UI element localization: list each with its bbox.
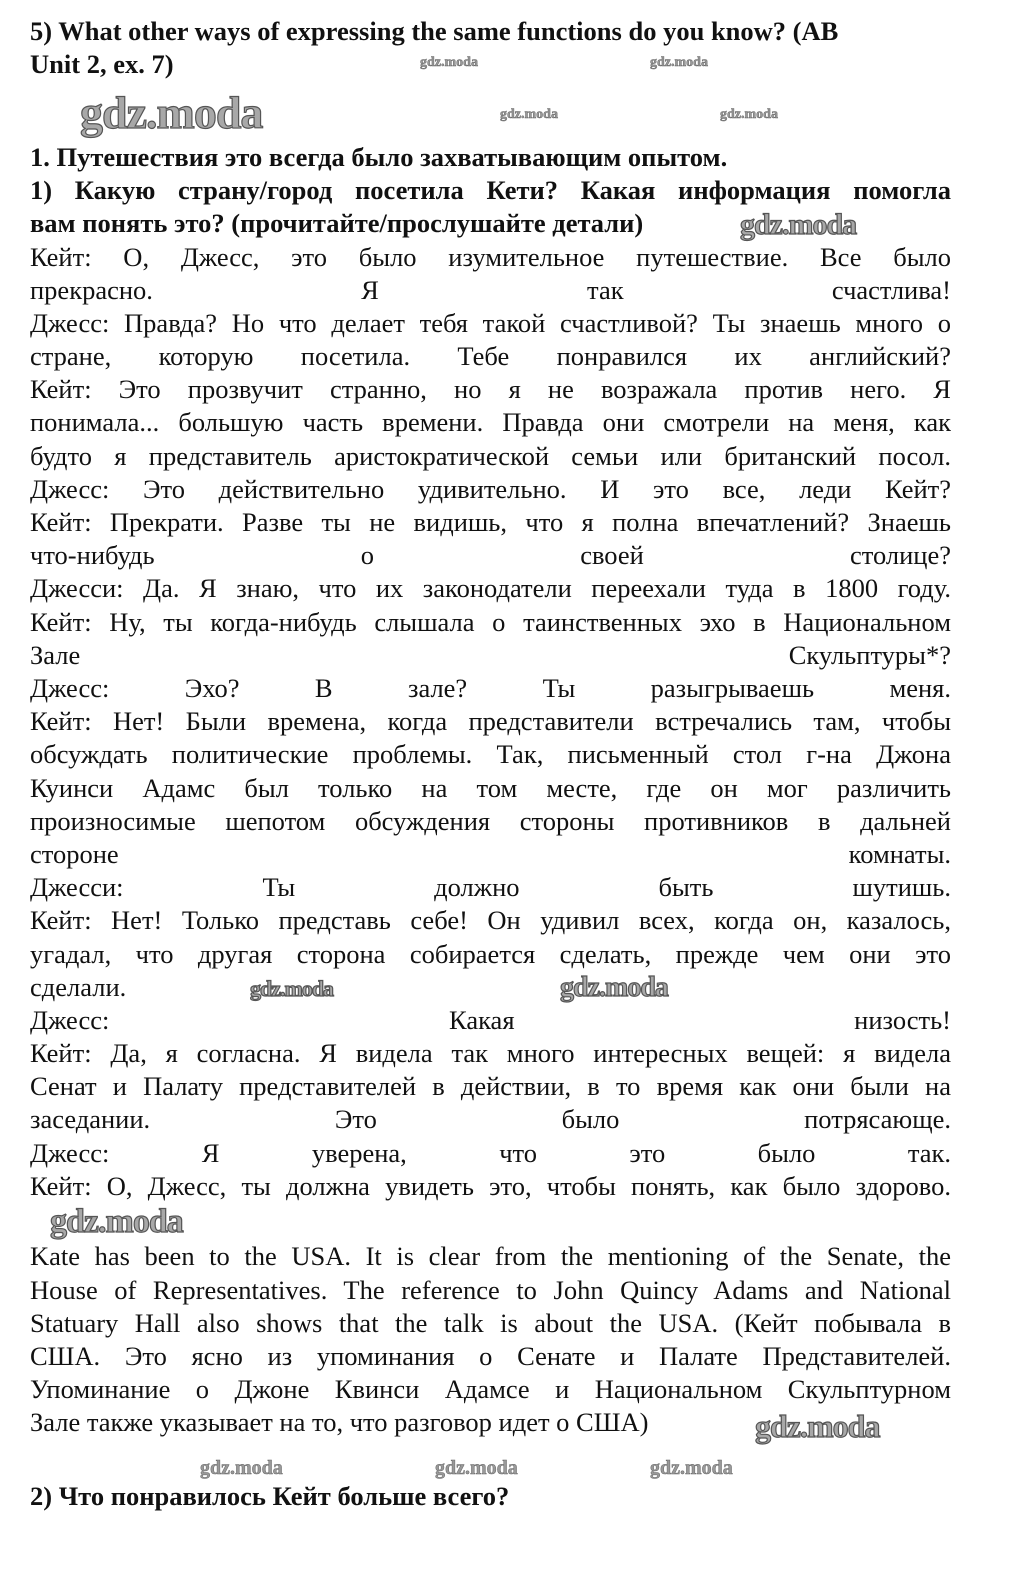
text-line: Джесс: Эхо? В зале? Ты разыгрываешь меня. xyxy=(30,673,951,703)
watermark-logo: gdz.moda xyxy=(720,107,778,122)
heading-line: 2) Что понравилось Кейт больше всего? xyxy=(30,1481,510,1511)
watermark-logo: gdz.moda xyxy=(560,972,668,1003)
text-line: Кейт: О, Джесс, ты должна увидеть это, чтобы понять, как было здорово. xyxy=(30,1171,951,1201)
watermark-logo: gdz.moda xyxy=(740,208,857,241)
text-line: Упоминание о Джоне Квинси Адамсе и Национальном Скульптурном xyxy=(30,1374,951,1404)
text-line: заседании. Это было потрясающе. xyxy=(30,1104,951,1134)
text-line: сделали. xyxy=(30,972,127,1002)
text-line: Кейт: Нет! Только представь себе! Он удивил всех, когда он, казалось, xyxy=(30,905,951,935)
watermark-logo: gdz.moda xyxy=(755,1408,880,1444)
watermark-logo: gdz.moda xyxy=(200,1457,283,1479)
text-line: Джесси: Ты должно быть шутишь. xyxy=(30,872,951,902)
text-line: США. Это ясно из упоминания о Сенате и Палате Представителей. xyxy=(30,1341,951,1371)
text-line: угадал, что другая сторона собирается сделать, прежде чем они это xyxy=(30,939,951,969)
text-line: что-нибудь о своей столице? xyxy=(30,540,951,570)
text-line: Кейт: Ну, ты когда-нибудь слышала о таинственных эхо в Национальном xyxy=(30,607,951,637)
watermark-logo: gdz.moda xyxy=(50,1203,183,1240)
text-line: Джесс: Правда? Но что делает тебя такой счастливой? Ты знаешь много о xyxy=(30,308,951,338)
text-line: Kate has been to the USA. It is clear from the mentioning of the Senate, the xyxy=(30,1241,951,1271)
watermark-logo: gdz.moda xyxy=(420,55,478,70)
watermark-logo: gdz.moda xyxy=(435,1457,518,1479)
text-line: Кейт: Прекрати. Разве ты не видишь, что я полна впечатлений? Знаешь xyxy=(30,507,951,537)
text-line: Джесс: Это действительно удивительно. И это все, леди Кейт? xyxy=(30,474,951,504)
heading-line: 5) What other ways of expressing the same functions do you know? (AB xyxy=(30,16,839,46)
text-line: Кейт: О, Джесс, это было изумительное путешествие. Все было xyxy=(30,242,951,272)
text-line: Кейт: Это прозвучит странно, но я не возражала против него. Я xyxy=(30,374,951,404)
text-line: Джесс: Какая низость! xyxy=(30,1005,951,1035)
text-line: обсуждать политические проблемы. Так, письменный стол г-на Джона xyxy=(30,739,951,769)
text-line: Джесси: Да. Я знаю, что их законодатели переехали туда в 1800 году. xyxy=(30,573,951,603)
text-line: House of Representatives. The reference to John Quincy Adams and National xyxy=(30,1275,951,1305)
text-line: Куинси Адамс был только на том месте, где он мог различить xyxy=(30,773,951,803)
text-line: прекрасно. Я так счастлива! xyxy=(30,275,951,305)
heading-line: 1) Какую страну/город посетила Кети? Какая информация помогла xyxy=(30,175,951,205)
text-line: Кейт: Да, я согласна. Я видела так много интересных вещей: я видела xyxy=(30,1038,951,1068)
text-line: произносимые шепотом обсуждения стороны противников в дальней xyxy=(30,806,951,836)
heading-line: 1. Путешествия это всегда было захватывающим опытом. xyxy=(30,142,728,172)
heading-line: вам понять это? (прочитайте/прослушайте детали) xyxy=(30,208,644,238)
text-line: понимала... большую часть времени. Правда они смотрели на меня, как xyxy=(30,407,951,437)
watermark-logo: gdz.moda xyxy=(650,1457,733,1479)
text-line: Джесс: Я уверена, что это было так. xyxy=(30,1138,951,1168)
text-line: будто я представитель аристократической семьи или британский посол. xyxy=(30,441,951,471)
text-line: стране, которую посетила. Тебе понравился их английский? xyxy=(30,341,951,371)
text-line: Зале Скульптуры*? xyxy=(30,640,951,670)
text-line: стороне комнаты. xyxy=(30,839,951,869)
watermark-logo: gdz.moda xyxy=(80,87,263,138)
watermark-logo: gdz.moda xyxy=(250,976,334,1001)
text-line: Сенат и Палату представителей в действии, в то время как они были на xyxy=(30,1071,951,1101)
text-line: Зале также указывает на то, что разговор идет о США) xyxy=(30,1407,649,1437)
text-line: Statuary Hall also shows that the talk is about the USA. (Кейт побывала в xyxy=(30,1308,951,1338)
watermark-logo: gdz.moda xyxy=(500,107,558,122)
watermark-logo: gdz.moda xyxy=(650,55,708,70)
heading-line: Unit 2, ex. 7) xyxy=(30,49,174,79)
text-line: Кейт: Нет! Были времена, когда представители встречались там, чтобы xyxy=(30,706,951,736)
